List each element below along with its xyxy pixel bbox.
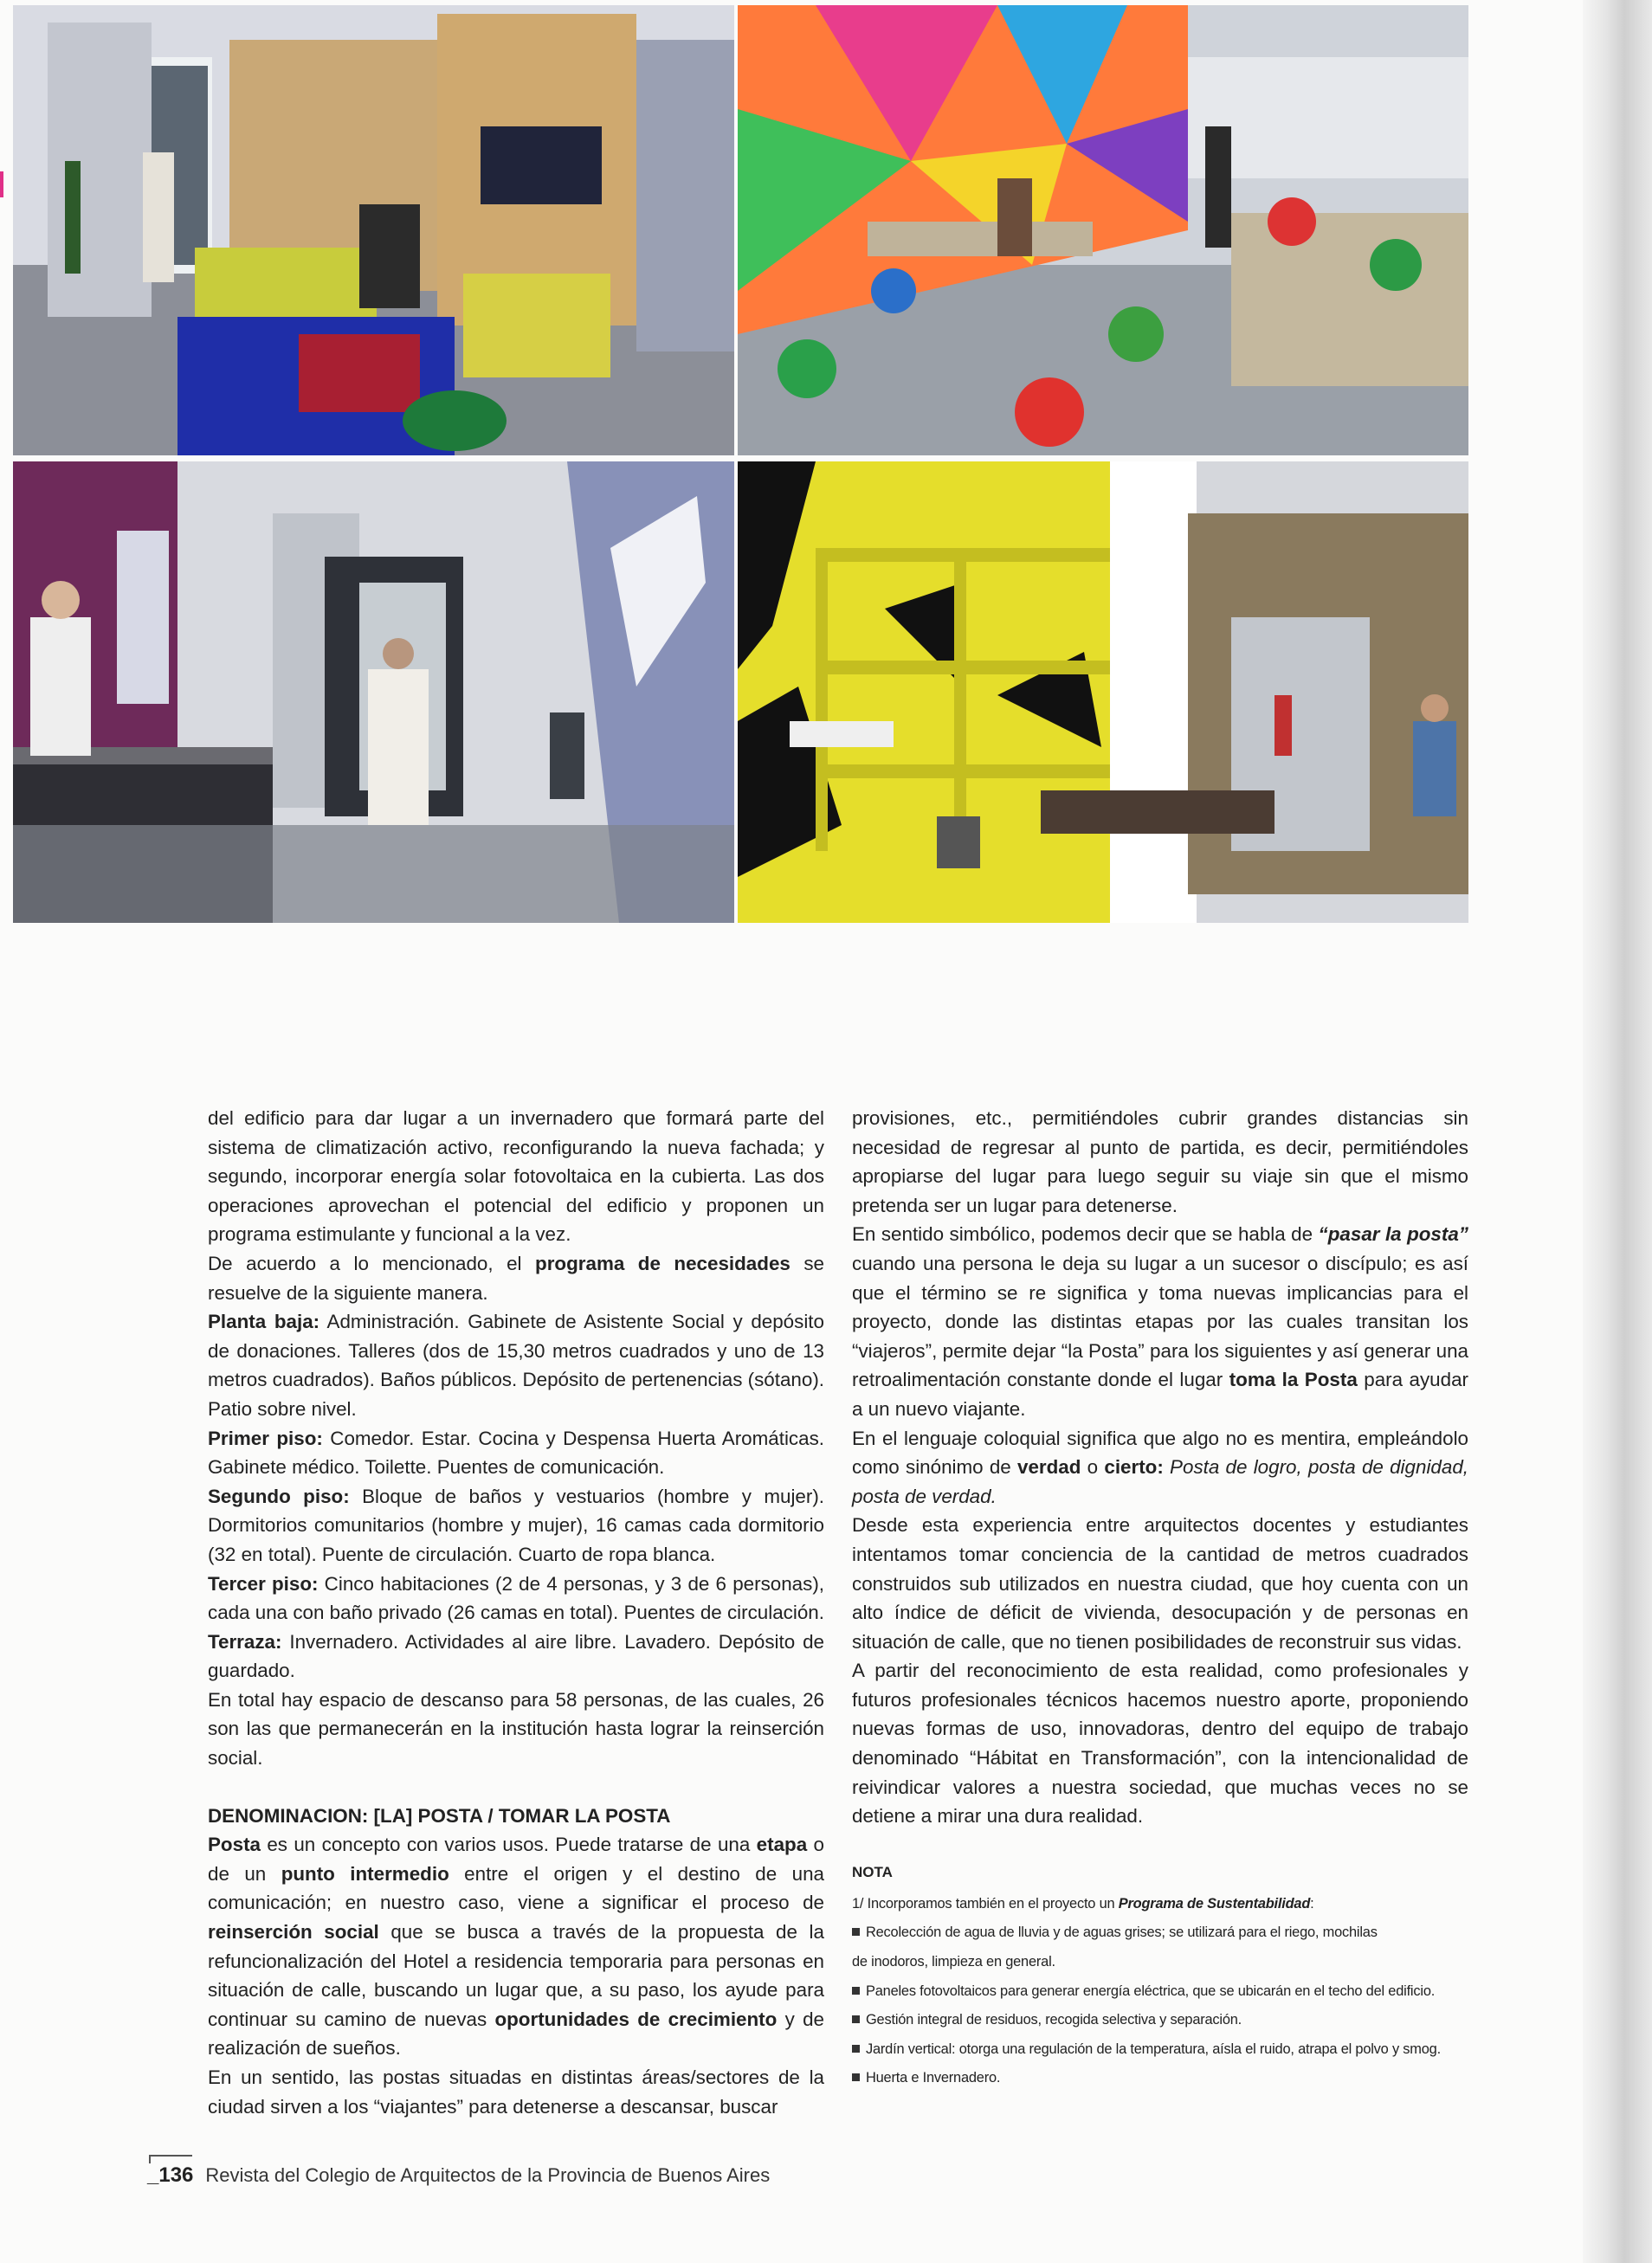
bold-term: programa de necesidades (535, 1252, 791, 1274)
italic-phrase: Posta de logro, posta de dignidad, posta de verdad. (852, 1456, 1468, 1507)
article-column-right (852, 1104, 1468, 2093)
paragraph-text: En el lenguaje coloquial significa que algo no es mentira, empleándolo como sinónimo de (852, 1427, 1468, 1479)
paragraph-text: para ayudar a un nuevo viajante. (852, 1369, 1468, 1420)
note-item (852, 2035, 1468, 2065)
corner-mark (149, 2155, 192, 2163)
note-item (852, 2064, 1468, 2093)
bullet-square-icon (852, 2045, 860, 2053)
note-item-text: Recolección de agua de lluvia y de aguas grises; se utilizará para el riego, mochilas (866, 1925, 1378, 1941)
floor-label: Primer piso: (208, 1427, 323, 1449)
page-footer (147, 2163, 770, 2188)
bullet-square-icon (852, 1928, 860, 1936)
paragraph-third-floor (208, 1570, 824, 1628)
note-item-continuation (852, 1948, 1468, 1977)
bold-term: reinserción social (208, 1921, 379, 1944)
paragraph-text: es un concepto con varios usos. Puede tratarse de una (260, 1834, 757, 1856)
paragraph-text: Cinco habitaciones (2 de 4 personas, y 3 de 6 personas), cada una con baño privado (26 camas en total). Puentes de circulación. (208, 1572, 824, 1624)
paragraph-text: entre el origen y el destino de una comunicación; en nuestro caso, viene a significar el proceso de (208, 1862, 824, 1914)
note-item-text: de inodoros, limpieza en general. (852, 1954, 1055, 1970)
paragraph-posta (208, 1830, 824, 2063)
bold-term: verdad (1017, 1456, 1081, 1479)
floor-label: Segundo piso: (208, 1485, 350, 1507)
note-item (852, 1918, 1468, 1948)
spacer (208, 1773, 824, 1802)
paragraph-recognition (852, 1656, 1468, 1831)
bullet-square-icon (852, 2015, 860, 2023)
lobby-render-photo (13, 5, 734, 455)
paragraph-second-floor (208, 1482, 824, 1570)
page-number: _136 (147, 2163, 194, 2187)
bold-term: cierto: (1104, 1456, 1164, 1479)
note-list (852, 1890, 1468, 2093)
paragraph-text: Bloque de baños y vestuarios (hombre y mujer). Dormitorios comunitarios (hombre y mujer), 16 camas cada dormitorio (32 en total). Puente de circulación. Cuarto de ropa blanca. (208, 1485, 825, 1565)
paragraph-terrace (208, 1628, 824, 1686)
floor-label: Terraza: (208, 1630, 282, 1653)
paragraph-intro (208, 1104, 824, 1249)
bold-term: oportunidades de crecimiento (494, 2008, 778, 2030)
paragraph-provisions (852, 1104, 1468, 1220)
section-heading: DENOMINACION: [LA] POSTA / TOMAR LA POSTA (208, 1804, 671, 1827)
floor-label: Planta baja: (208, 1311, 320, 1333)
margin-mark (0, 171, 3, 197)
library-render-photo (738, 461, 1468, 923)
reception-render-photo (13, 461, 734, 923)
paragraph-text: que se busca a través de la propuesta de la refuncionalización del Hotel a residencia temporaria para personas en situación de calle, buscando un lugar que, a su paso, los ayude para continuar su camino de nuevas (208, 1921, 824, 2030)
note-item-text: Jardín vertical: otorga una regulación de la temperatura, aísla el ruido, atrapa el polvo y smog. (866, 2041, 1441, 2057)
paragraph-ground-floor (208, 1307, 824, 1423)
paragraph-text: Administración. Gabinete de Asistente Social y depósito de donaciones. Talleres (dos de 15,30 metros cuadrados y uno de 13 metros cuadrados). Baños públicos. Depósito de pertenencias (sótano). Patio sobre nivel. (208, 1311, 824, 1420)
note-program-name: Programa de Sustentabilidad (1118, 1895, 1311, 1912)
paragraph-text: cuando una persona le deja su lugar a un sucesor o discípulo; es así que el término se re significa y toma nuevas implicancias para el proyecto, donde las distintas etapas por las cuales transitan los “viajeros”, permite dejar “la Posta” para los siguientes y así generar una retroalimentación constante donde el lugar (852, 1252, 1468, 1391)
paragraph-text: De acuerdo a lo mencionado, el (208, 1252, 536, 1274)
note-item (852, 1977, 1468, 2007)
note-item-text: Gestión integral de residuos, recogida selectiva y separación. (866, 2012, 1242, 2028)
paragraph-text: A partir del reconocimiento de esta realidad, como profesionales y futuros profesionales técnicos hacemos nuestro aporte, proponiendo nuevas formas de uso, innovadoras, dentro del equipo de trabajo denominado “Hábitat en Transformación”, con la intencionalidad de reivindicar valores a nuestra sociedad, que muchas veces no se detiene a mirar una dura realidad. (852, 1660, 1468, 1828)
note-item (852, 2006, 1468, 2035)
paragraph-text: se resuelve de la siguiente manera. (208, 1252, 825, 1304)
bullet-square-icon (852, 1987, 860, 1995)
bold-term: toma la Posta (1229, 1369, 1358, 1391)
paragraph-text: o de un (208, 1834, 824, 1885)
bullet-square-icon (852, 2073, 860, 2081)
paragraph-text: del edificio para dar lugar a un invernadero que formará parte del sistema de climatización activo, reconfigurando la nueva fachada; y segundo, incorporar energía solar fotovoltaica en la cubierta. Las dos operaciones aprovechan el potencial del edificio y proponen un programa estimulante y funcional a la vez. (208, 1107, 824, 1246)
paragraph-text: y de realización de sueños. (208, 2008, 824, 2060)
paragraph-text: En un sentido, las postas situadas en distintas áreas/sectores de la ciudad sirven a los “viajantes” para detenerse a descansar, buscar (208, 2066, 824, 2118)
paragraph-program (208, 1249, 824, 1307)
page-edge-shadow (1583, 0, 1652, 2263)
bold-term: etapa (756, 1834, 808, 1856)
paragraph-text: En sentido simbólico, podemos decir que se habla de (852, 1223, 1319, 1246)
publication-name: Revista del Colegio de Arquitectos de la Provincia de Buenos Aires (205, 2164, 771, 2186)
paragraph-experience (852, 1511, 1468, 1656)
note-title: NOTA (852, 1863, 893, 1880)
note-intro (852, 1890, 1468, 1919)
paragraph-first-floor (208, 1424, 824, 1482)
note-item-text: Paneles fotovoltaicos para generar energía eléctrica, que se ubicarán en el techo del edificio. (866, 1983, 1436, 1999)
paragraph-symbolic (852, 1220, 1468, 1423)
paragraph-total (208, 1686, 824, 1773)
bold-term: punto intermedio (281, 1862, 449, 1885)
note-text: : (1310, 1895, 1314, 1912)
dining-render-photo (738, 5, 1468, 455)
paragraph-text: o (1081, 1456, 1105, 1479)
bold-italic-term: “pasar la posta” (1318, 1223, 1468, 1246)
paragraph-text: Desde esta experiencia entre arquitectos docentes y estudiantes intentamos tomar conciencia de la cantidad de metros cuadrados construidos sub utilizados en nuestra ciudad, que hoy cuenta con un alto índice de déficit de vivienda, desocupación y de personas en situación de calle, que no tienen posibilidades de reconstruir sus vidas. (852, 1514, 1468, 1653)
paragraph-text: provisiones, etc., permitiéndoles cubrir grandes distancias sin necesidad de regresar al punto de partida, es decir, permitiéndoles apropiarse del lugar para luego seguir su viaje sin que el mismo pretenda ser un lugar para detenerse. (852, 1107, 1468, 1216)
paragraph-text: En total hay espacio de descanso para 58 personas, de las cuales, 26 son las que permanecerán en la institución hasta lograr la reinserción social. (208, 1688, 824, 1770)
bold-term: Posta (208, 1834, 261, 1856)
paragraph-text: Invernadero. Actividades al aire libre. Lavadero. Depósito de guardado. (208, 1630, 824, 1682)
paragraph-colloquial (852, 1424, 1468, 1512)
floor-label: Tercer piso: (208, 1572, 319, 1595)
note-item-text: Huerta e Invernadero. (866, 2070, 1001, 2086)
article-column-left (208, 1104, 824, 2121)
note-text: 1/ Incorporamos también en el proyecto un (852, 1895, 1119, 1912)
paragraph-sense (208, 2063, 824, 2121)
paragraph-text: Comedor. Estar. Cocina y Despensa Huerta Aromáticas. Gabinete médico. Toilette. Puentes de comunicación. (208, 1427, 824, 1479)
